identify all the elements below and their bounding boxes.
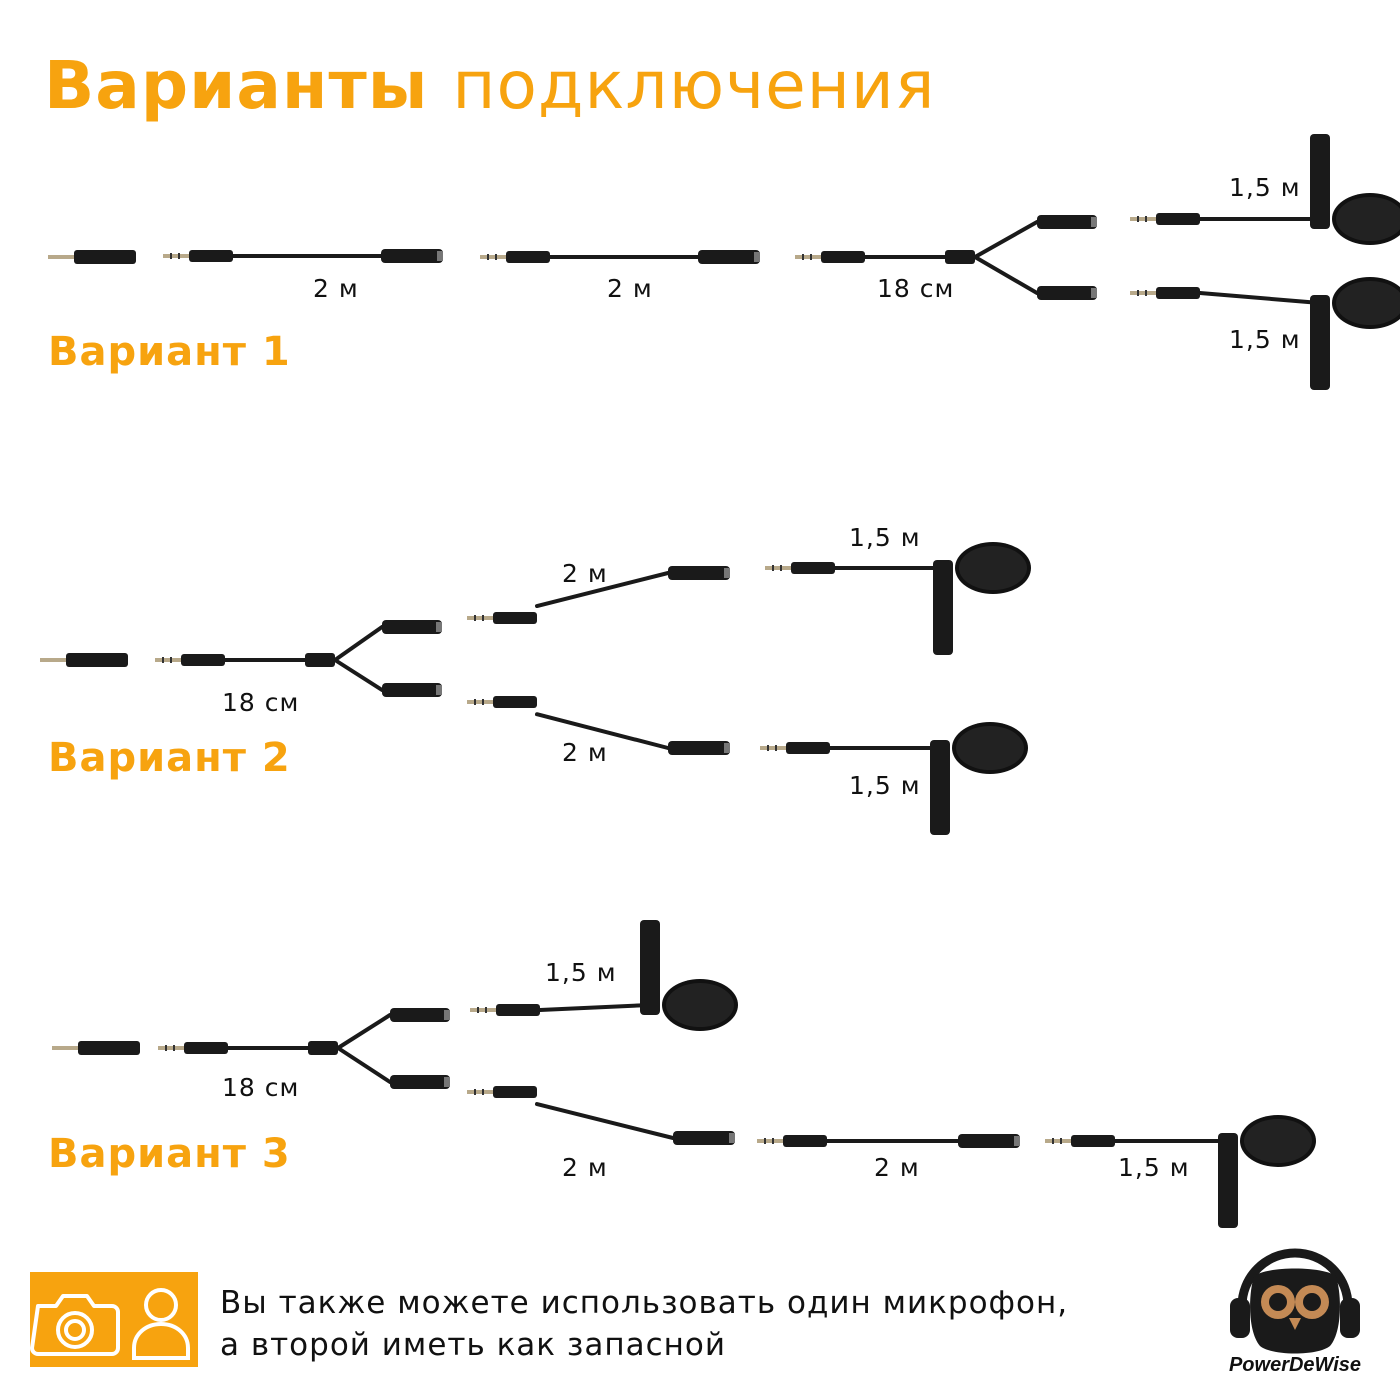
camera-icon bbox=[32, 1296, 118, 1354]
variant-2-label: Вариант 2 bbox=[48, 735, 291, 781]
v2-mic-1 bbox=[765, 542, 1031, 655]
v1-length-cable-2: 2 м bbox=[607, 274, 653, 303]
v1-adapter bbox=[48, 250, 136, 264]
v2-length-mic-2: 1,5 м bbox=[849, 771, 921, 800]
title-light: подключения bbox=[452, 47, 936, 124]
v2-splitter bbox=[155, 620, 442, 697]
owl-headphones-icon bbox=[1192, 1236, 1398, 1356]
v3-length-splitter: 18 см bbox=[222, 1073, 300, 1102]
v2-adapter bbox=[40, 653, 128, 667]
v3-length-cable-2: 2 м bbox=[874, 1153, 920, 1182]
brand-logo bbox=[1192, 1236, 1398, 1381]
v3-splitter bbox=[158, 1008, 450, 1089]
v3-adapter bbox=[52, 1041, 140, 1055]
v1-length-splitter: 18 см bbox=[877, 274, 955, 303]
v1-length-cable-1: 2 м bbox=[313, 274, 359, 303]
photo-badge bbox=[30, 1272, 198, 1367]
v3-length-mic-1: 1,5 м bbox=[545, 958, 617, 987]
v2-length-cable-1: 2 м bbox=[562, 559, 608, 588]
variant-3-label: Вариант 3 bbox=[48, 1131, 291, 1177]
brand-name: PowerDeWise bbox=[1228, 1354, 1362, 1376]
v3-length-mic-2: 1,5 м bbox=[1118, 1153, 1190, 1182]
v1-extension-1 bbox=[163, 249, 443, 263]
variant-1-label: Вариант 1 bbox=[48, 329, 291, 375]
v2-length-mic-1: 1,5 м bbox=[849, 523, 921, 552]
footnote bbox=[220, 1282, 1068, 1366]
footnote-line-1: Вы также можете использовать один микрофон, bbox=[220, 1285, 1069, 1321]
footnote-line-2: а второй иметь как запасной bbox=[220, 1327, 727, 1363]
v1-extension-2 bbox=[480, 250, 760, 264]
v1-length-mic-2: 1,5 м bbox=[1229, 325, 1301, 354]
v3-extension-1 bbox=[467, 1086, 735, 1145]
v3-extension-2 bbox=[757, 1134, 1020, 1148]
v2-length-cable-2: 2 м bbox=[562, 738, 608, 767]
person-icon bbox=[134, 1290, 188, 1358]
title-bold: Варианты bbox=[44, 47, 429, 124]
v1-length-mic-1: 1,5 м bbox=[1229, 173, 1301, 202]
v2-length-splitter: 18 см bbox=[222, 688, 300, 717]
v3-length-cable-1: 2 м bbox=[562, 1153, 608, 1182]
